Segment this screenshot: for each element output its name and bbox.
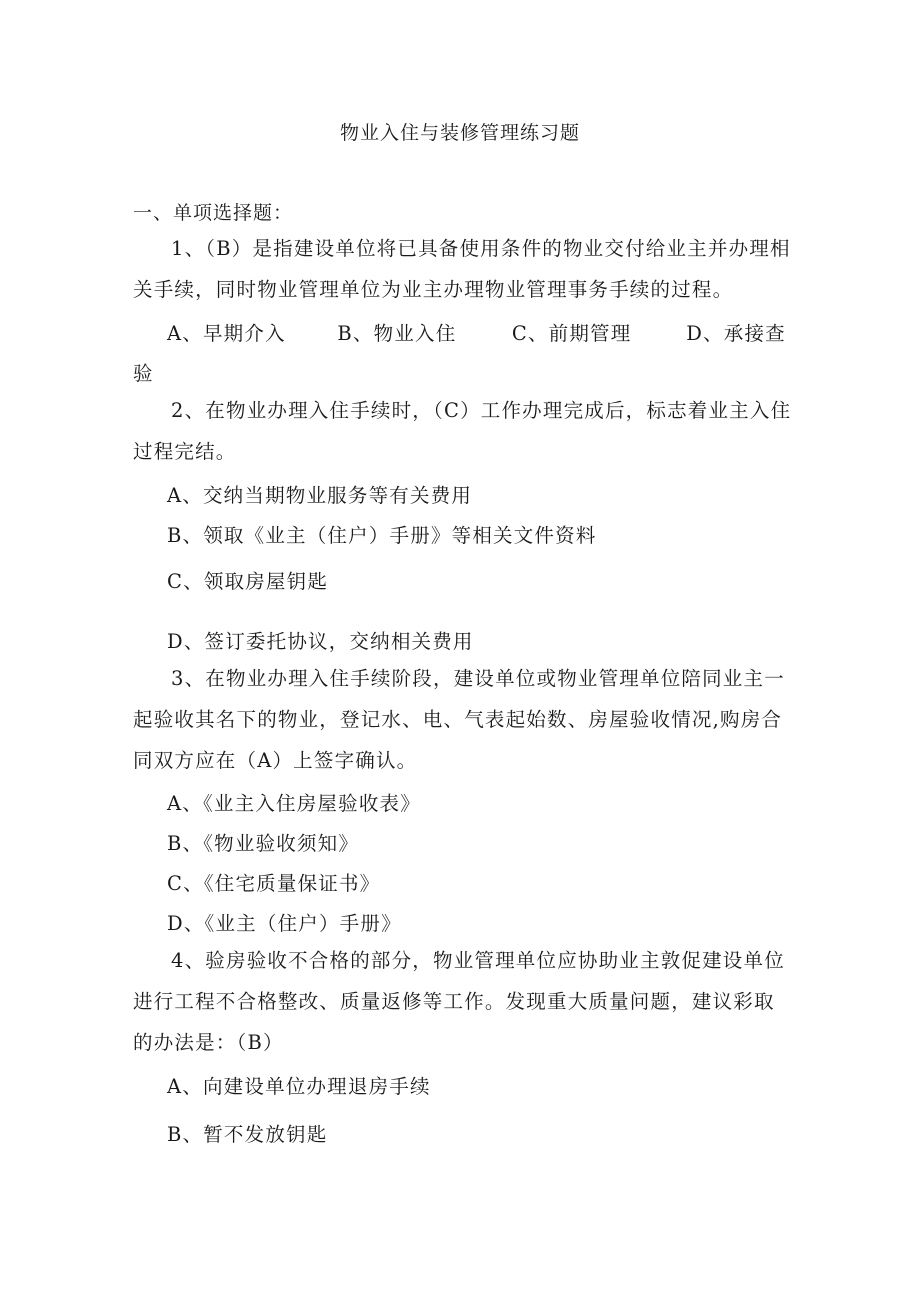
question-1-option-b: B、物业入住 — [337, 322, 457, 345]
question-1-option-a: A、早期介入 — [167, 322, 286, 345]
question-2-option-c: C、领取房屋钥匙 — [167, 570, 329, 593]
question-2-option-a: A、交纳当期物业服务等有关费用 — [167, 484, 473, 507]
question-1-option-c: C、前期管理 — [511, 322, 632, 345]
question-3-option-d: D、《业主（住户）手册》 — [167, 912, 402, 935]
question-4-option-a: A、向建设单位办理退房手续 — [167, 1075, 431, 1098]
question-2-option-b: B、领取《业主（住户）手册》等相关文件资料 — [167, 524, 597, 547]
section-heading: 一、单项选择题： — [133, 202, 294, 224]
question-2-stem: 2、在物业办理入住手续时，（C）工作办理完成后，标志着业主入住过程完结。 — [133, 399, 792, 463]
question-4-option-b: B、暂不发放钥匙 — [167, 1123, 328, 1146]
question-2-option-d: D、签订委托协议，交纳相关费用 — [167, 630, 474, 653]
question-1-option-d-wrap: 验 — [133, 362, 154, 385]
question-1-stem: 1、（B）是指建设单位将已具备使用条件的物业交付给业主并办理相关手续，同时物业管理单位为业主办理物业管理事务手续的过程。 — [133, 237, 791, 301]
question-3-option-a: A、《业主入住房屋验收表》 — [167, 792, 421, 815]
question-3-stem: 3、在物业办理入住手续阶段，建设单位或物业管理单位陪同业主一起验收其名下的物业，登记水、电、气表起始数、房屋验收情况,购房合同双方应在（A）上签字确认。 — [133, 667, 785, 772]
document-title: 物业入住与装修管理练习题 — [339, 122, 580, 144]
question-3-option-c: C、《住宅质量保证书》 — [167, 872, 381, 895]
question-4-stem: 4、验房验收不合格的部分，物业管理单位应协助业主敦促建设单位进行工程不合格整改、质量返修等工作。发现重大质量问题，建议彩取的办法是：（B） — [133, 949, 785, 1054]
question-3-option-b: B、《物业验收须知》 — [167, 832, 360, 855]
question-1-option-d: D、承接查 — [686, 322, 786, 345]
question-1-options — [167, 318, 786, 346]
